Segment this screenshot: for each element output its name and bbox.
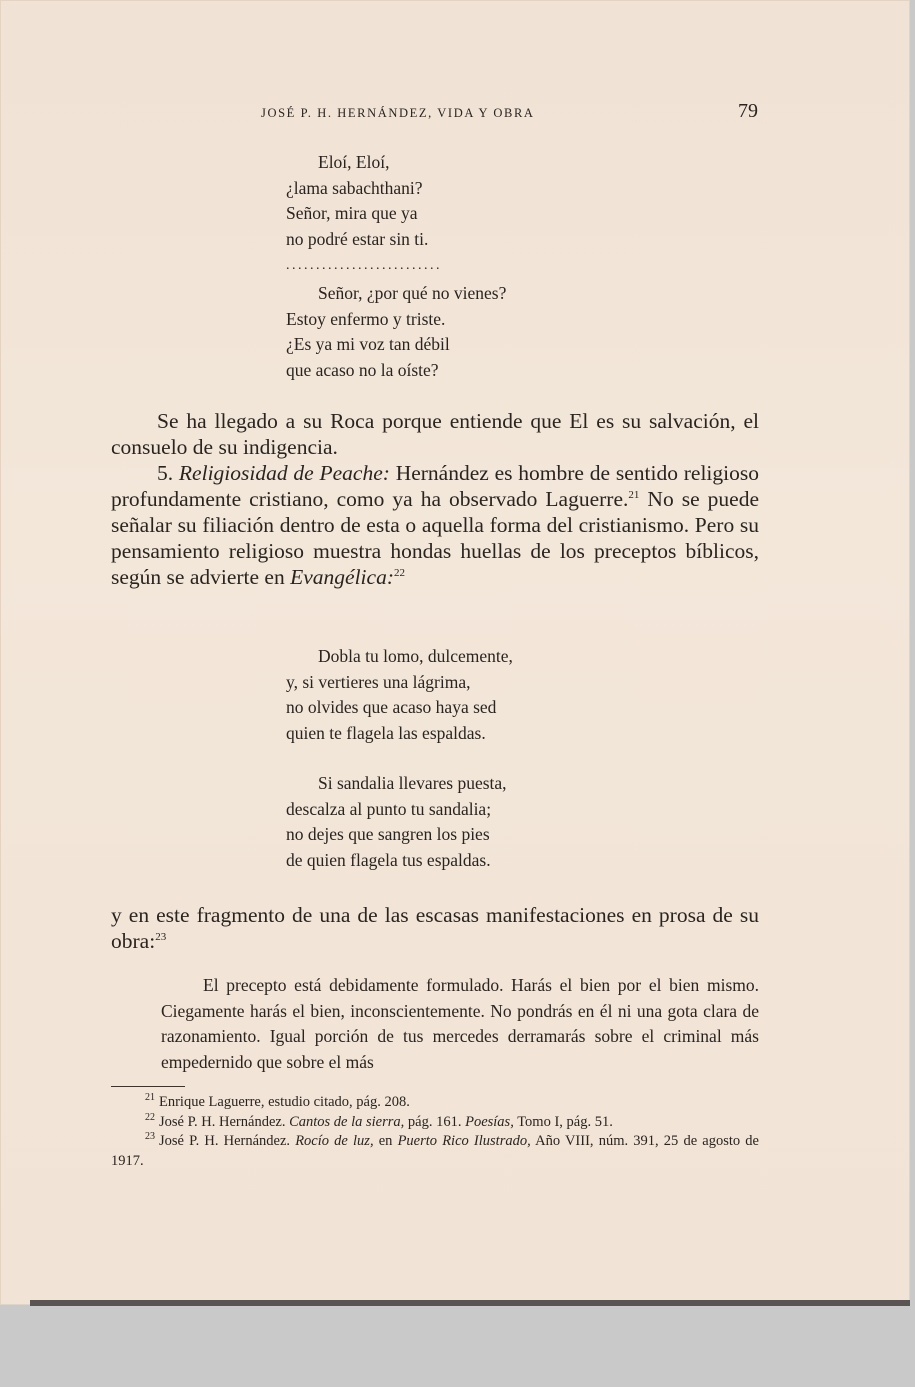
quote-text: El precepto está debidamente formulado. Harás el bien por el bien mismo. Ciegamente harás el bien, inconscientemente. No pondrás en él ni una gota clara de razonamiento. Igual porción de tus mercedes derramarás sobre el criminal más empedernido que sobre el más [161, 975, 759, 1072]
footnote-text: José P. H. Hernández. [159, 1113, 290, 1130]
body-text [111, 408, 759, 590]
footnote-ref-22[interactable]: 22 [393, 566, 405, 579]
work-title: Evangélica: [290, 565, 394, 589]
verse-line: de quien flagela tus espaldas. [286, 849, 491, 870]
paragraph-fragment [111, 902, 759, 954]
footnote-number: 23 [145, 1131, 155, 1143]
footnote-ref-21[interactable]: 21 [628, 488, 640, 501]
verse-line: Dobla tu lomo, dulcemente, [318, 646, 513, 666]
footnote-text: en [373, 1133, 398, 1149]
footnote-number: 21 [145, 1092, 155, 1104]
verse-line: no dejes que sangren los pies [286, 824, 490, 844]
footnote-text: José P. H. Hernández. [159, 1133, 296, 1149]
footnote-title: Rocío de luz, [295, 1133, 374, 1149]
footnote-text: Enrique Laguerre, estudio citado, pág. 208. [159, 1094, 410, 1110]
page-bottom-edge [30, 1300, 910, 1306]
footnote-22 [111, 1113, 759, 1133]
footnote-ref-23[interactable]: 23 [155, 930, 167, 943]
footnote-text: Tomo I, pág. 51. [513, 1113, 613, 1130]
verse-stanza-2 [286, 281, 506, 383]
footnote-title: Cantos de la sierra, [289, 1113, 405, 1130]
paragraph-text: No se puede señalar su filiación dentro de esta o aquella forma del cristianismo. Pero su pensamiento religioso muestra hondas huellas de los preceptos bíblicos, según se advierte en [111, 487, 759, 589]
verse-line: Eloí, Eloí, [318, 152, 390, 172]
verse-line: quien te flagela las espaldas. [286, 722, 486, 743]
paragraph-salvation: Se ha llegado a su Roca porque entiende que El es su salvación, el consuelo de su indigencia. [111, 409, 759, 459]
verse-stanza-1 [286, 150, 428, 252]
paragraph-text: Hernández es hombre de sentido religioso profundamente cristiano, como ya ha observado Laguerre. [111, 461, 759, 511]
verse-line: descalza al punto tu sandalia; [286, 798, 492, 819]
footnote-divider [111, 1086, 185, 1087]
page-number: 79 [738, 100, 758, 122]
block-quote [161, 973, 759, 1075]
section-number: 5. [157, 461, 174, 485]
verse-line: ¿lama sabachthani? [286, 177, 423, 198]
footnote-21 [111, 1093, 759, 1113]
verse-stanza-4 [286, 771, 507, 873]
footnote-title: Poesías, [465, 1113, 514, 1130]
verse-line: que acaso no la oíste? [286, 359, 439, 380]
verse-line: no podré estar sin ti. [286, 228, 429, 249]
footnote-23 [111, 1132, 759, 1171]
running-head: JOSÉ P. H. HERNÁNDEZ, VIDA Y OBRA [261, 106, 535, 120]
footnotes [111, 1093, 759, 1171]
verse-line: Señor, mira que ya [286, 203, 418, 223]
verse-line: Señor, ¿por qué no vienes? [318, 283, 507, 303]
verse-line: Estoy enfermo y triste. [286, 308, 446, 329]
footnote-number: 22 [145, 1111, 155, 1123]
verse-line: y, si vertieres una lágrima, [286, 671, 471, 692]
paragraph-text: y en este fragmento de una de las escasas manifestaciones en prosa de su obra: [111, 903, 759, 953]
body-text-2 [111, 902, 759, 954]
footnote-text: pág. 161. [404, 1113, 466, 1130]
verse-line: Si sandalia llevares puesta, [318, 773, 507, 793]
verse-line: no olvides que acaso haya sed [286, 697, 497, 717]
verse-stanza-3 [286, 644, 513, 746]
ellipsis-line: .......................... [286, 258, 442, 273]
paragraph-religiosity [111, 460, 759, 590]
footnote-text: Año VIII, núm. 391, 25 de agosto de 1917. [111, 1133, 759, 1169]
verse-line: ¿Es ya mi voz tan débil [286, 334, 450, 354]
footnote-title: Puerto Rico Ilustrado, [397, 1133, 531, 1149]
section-heading: Religiosidad de Peache: [178, 461, 390, 485]
